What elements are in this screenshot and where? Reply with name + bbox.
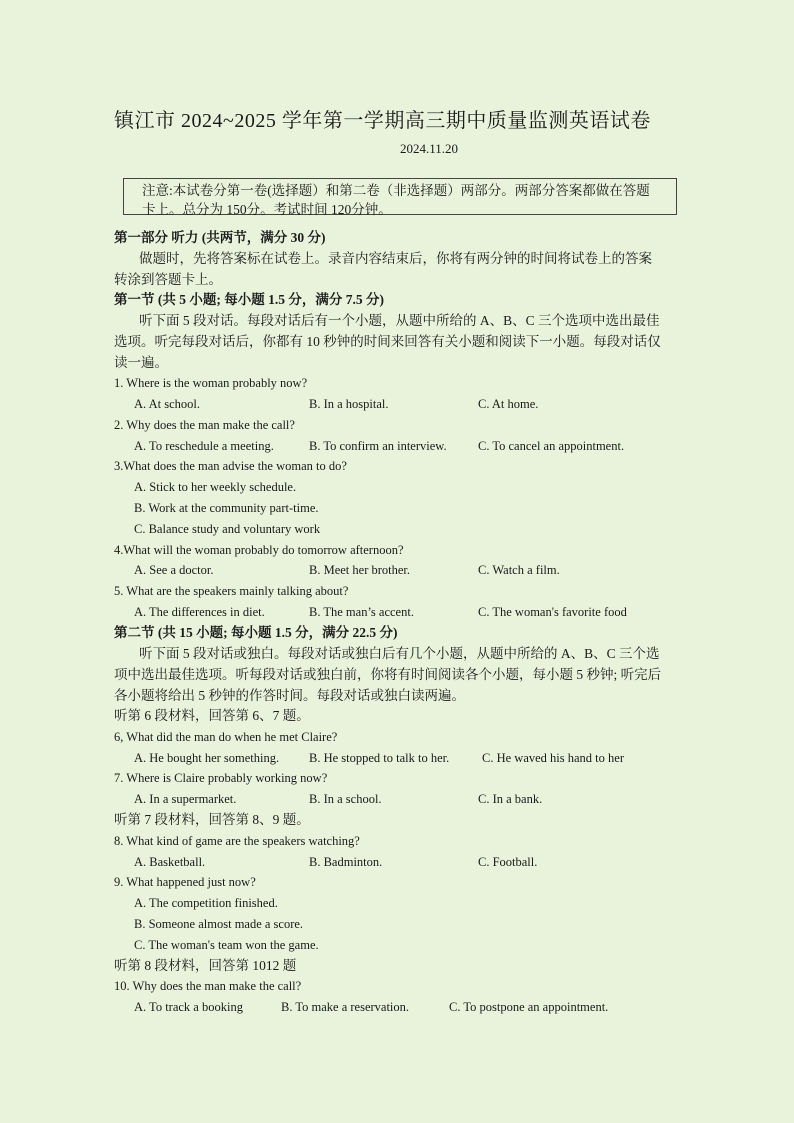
option-a: A. Basketball.	[134, 855, 206, 869]
question-stem: 8. What kind of game are the speakers watching?	[114, 834, 360, 848]
option-b: B. The man’s accent.	[309, 605, 414, 619]
option-b: B. To confirm an interview.	[309, 439, 447, 453]
part1-intro: 转涂到答题卡上。	[114, 272, 222, 287]
notice-line: 注意:本试卷分第一卷(选择题）和第二卷（非选择题）两部分。两部分答案都做在答题	[142, 183, 650, 198]
question-stem: 9. What happened just now?	[114, 875, 256, 889]
option-a: A. See a doctor.	[134, 563, 214, 577]
exam-title: 镇江市 2024~2025 学年第一学期高三期中质量监测英语试卷	[114, 110, 651, 132]
option-c: C. To postpone an appointment.	[449, 1000, 609, 1014]
part1-intro: 做题时，先将答案标在试卷上。录音内容结束后，你将有两分钟的时间将试卷上的答案	[139, 251, 652, 266]
question-stem: 6, What did the man do when he met Claire?	[114, 730, 338, 744]
option-c: C. He waved his hand to her	[482, 751, 624, 765]
option-a: A. The differences in diet.	[134, 605, 265, 619]
question-stem: 4.What will the woman probably do tomorrow afternoon?	[114, 543, 404, 557]
question-stem: 3.What does the man advise the woman to do?	[114, 459, 347, 473]
option-a: A. To reschedule a meeting.	[134, 439, 274, 453]
option-c: C. To cancel an appointment.	[478, 439, 625, 453]
option-b: B. Badminton.	[309, 855, 383, 869]
part1-heading: 第一部分 听力 (共两节，满分 30 分)	[114, 230, 326, 245]
option-b: B. To make a reservation.	[281, 1000, 410, 1014]
option-c: C. At home.	[478, 397, 539, 411]
section2-heading: 第二节 (共 15 小题; 每小题 1.5 分，满分 22.5 分)	[114, 625, 398, 640]
option-c: C. The woman's team won the game.	[134, 938, 319, 952]
section2-intro: 听下面 5 段对话或独白。每段对话或独白后有几个小题，从题中所给的 A、B、C 三个选	[139, 646, 660, 661]
section1-intro: 听下面 5 段对话。每段对话后有一个小题，从题中所给的 A、B、C 三个选项中选出最佳	[139, 313, 660, 328]
section2-intro: 各小题将给出 5 秒钟的作答时间。每段对话或独白读两遍。	[114, 688, 465, 703]
question-stem: 10. Why does the man make the call?	[114, 979, 302, 993]
option-b: B. Meet her brother.	[309, 563, 411, 577]
option-a: A. At school.	[134, 397, 200, 411]
section2-intro: 项中选出最佳选项。听每段对话或独白前，你将有时间阅读各个小题，每小题 5 秒钟; 听完后	[114, 667, 662, 682]
option-a: A. Stick to her weekly schedule.	[134, 480, 297, 494]
notice-line: 卡上。总分为 150分。考试时间 120分钟。	[142, 202, 392, 217]
question-stem: 2. Why does the man make the call?	[114, 418, 295, 432]
notice-box	[123, 178, 677, 215]
material-instruction: 听第 8 段材料，回答第 1012 题	[114, 958, 297, 973]
question-stem: 7. Where is Claire probably working now?	[114, 771, 328, 785]
question-stem: 5. What are the speakers mainly talking about?	[114, 584, 349, 598]
option-c: C. Watch a film.	[478, 563, 560, 577]
option-c: C. Football.	[478, 855, 538, 869]
option-b: B. Someone almost made a score.	[134, 917, 304, 931]
option-c: C. The woman's favorite food	[478, 605, 627, 619]
option-b: B. He stopped to talk to her.	[309, 751, 450, 765]
material-instruction: 听第 7 段材料，回答第 8、9 题。	[114, 812, 310, 827]
section1-intro: 选项。听完每段对话后，你都有 10 秒钟的时间来回答有关小题和阅读下一小题。每段对话仅	[114, 334, 661, 349]
option-b: B. In a school.	[309, 792, 382, 806]
material-instruction: 听第 6 段材料，回答第 6、7 题。	[114, 708, 310, 723]
option-c: C. Balance study and voluntary work	[134, 522, 321, 536]
question-stem: 1. Where is the woman probably now?	[114, 376, 308, 390]
option-a: A. The competition finished.	[134, 896, 278, 910]
option-b: B. In a hospital.	[309, 397, 389, 411]
option-a: A. In a supermarket.	[134, 792, 237, 806]
section1-heading: 第一节 (共 5 小题; 每小题 1.5 分，满分 7.5 分)	[114, 292, 384, 307]
exam-date: 2024.11.20	[400, 141, 459, 156]
option-b: B. Work at the community part-time.	[134, 501, 319, 515]
section1-intro: 读一遍。	[114, 355, 168, 370]
option-c: C. In a bank.	[478, 792, 543, 806]
option-a: A. He bought her something.	[134, 751, 280, 765]
option-a: A. To track a booking	[134, 1000, 243, 1014]
